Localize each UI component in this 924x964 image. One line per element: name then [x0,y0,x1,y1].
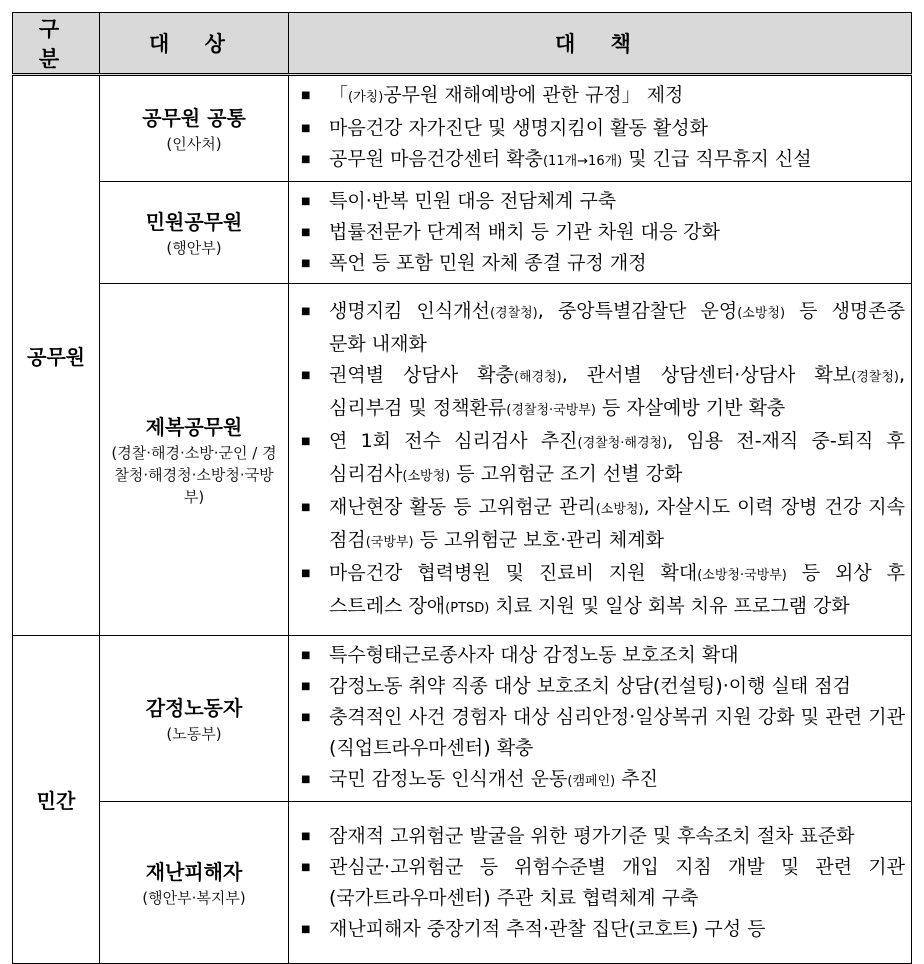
measure-item: ■ 폭언 등 포함 민원 자체 종결 규정 개정 [295,248,905,279]
measure-item: ■ 마음건강 자가진단 및 생명지킴이 활동 활성화 [295,113,905,144]
measure-item: ■ 국민 감정노동 인식개선 운동(캠페인) 추진 [295,764,905,797]
measure-item: ■ 재난현장 활동 등 고위험군 관리(소방청), 자살시도 이력 장병 건강 지속 점검(국방부) 등 고위험군 보호·관리 체계화 [295,492,905,558]
agency-note: (소방청) [402,468,451,484]
agency-note: (PTSD) [445,600,490,616]
measure-item: ■ 마음건강 협력병원 및 진료비 지원 확대(소방청·국방부) 등 외상 후 스트레스 장애(PTSD) 치료 지원 및 일상 회복 치유 프로그램 강화 [295,558,905,624]
target-org: (행안부) [166,238,222,257]
measures-table [12,12,912,964]
target-org: (경찰·해경·소방·군인 / 경찰청·해경청·소방청·국방부) [111,443,277,506]
target-name: 제복공무원 [145,414,243,439]
target-org: (행안부·복지부) [142,888,246,907]
table-row [13,802,912,964]
measure-item: ■ 재난피해자 중장기적 추적·관찰 집단(코호트) 구성 등 [295,914,905,945]
group-label-public-officials: 공무원 [13,75,100,636]
table-row [13,182,912,284]
agency-note: (11개→16개) [542,154,623,169]
target-name: 공무원 공통 [142,105,246,130]
measures-cell [289,284,912,636]
measures-cell [289,636,912,802]
agency-note: (소방청) [595,501,644,517]
agency-note: (캠페인) [567,774,616,789]
agency-note: (경찰청) [851,369,899,385]
measure-item: ■ 특수형태근로종사자 대상 감정노동 보호조치 확대 [295,640,905,671]
header-category: 구 분 [13,13,100,75]
header-measures: 대 책 [289,13,912,75]
agency-note: (해경청) [513,369,562,385]
measures-cell [289,802,912,964]
measures-cell [289,182,912,284]
agency-note: (경찰청·국방부) [506,402,596,418]
group-label-private: 민간 [13,636,100,964]
agency-note: (가칭) [348,90,384,105]
header-target: 대 상 [100,13,289,75]
measures-cell [289,75,912,182]
measure-item: ■ 「(가칭)공무원 재해예방에 관한 규정」 제정 [295,80,905,113]
target-org: (인사처) [166,134,222,153]
measure-item: ■ 잠재적 고위험군 발굴을 위한 평가기준 및 후속조치 절차 표준화 [295,821,905,852]
target-cell [100,182,289,284]
agency-note: (소방청·국방부) [697,567,787,583]
measure-item: ■ 공무원 마음건강센터 확충(11개→16개) 및 긴급 직무휴지 신설 [295,144,905,177]
table-row [13,636,912,802]
measure-item: ■ 관심군·고위험군 등 위험수준별 개입 지침 개발 및 관련 기관(국가트라우마센터) 주관 치료 협력체계 구축 [295,852,905,914]
agency-note: (소방청) [737,305,786,321]
target-name: 재난피해자 [145,859,243,884]
agency-note: (경찰청·해경청) [577,435,668,451]
agency-note: (경찰청) [489,305,538,321]
target-cell [100,802,289,964]
measure-item: ■ 법률전문가 단계적 배치 등 기관 차원 대응 강화 [295,217,905,248]
measure-item: ■ 충격적인 사건 경험자 대상 심리안정·일상복귀 지원 강화 및 관련 기관(직업트라우마센터) 확충 [295,702,905,764]
target-cell [100,75,289,182]
target-cell [100,284,289,636]
measure-item: ■ 감정노동 취약 직종 대상 보호조치 상담(컨설팅)·이행 실태 점검 [295,671,905,702]
target-org: (노동부) [166,724,222,743]
table-header-row [13,13,912,75]
measure-item: ■ 권역별 상담사 확충(해경청), 관서별 상담센터·상담사 확보(경찰청), 심리부검 및 정책환류(경찰청·국방부) 등 자살예방 기반 확충 [295,360,905,426]
measure-item: ■ 생명지킴 인식개선(경찰청), 중앙특별감찰단 운영(소방청) 등 생명존중 문화 내재화 [295,296,905,360]
measure-item: ■ 연 1회 전수 심리검사 추진(경찰청·해경청), 임용 전-재직 중-퇴직 후 심리검사(소방청) 등 고위험군 조기 선별 강화 [295,426,905,492]
table-row [13,284,912,636]
table-row [13,75,912,182]
target-cell [100,636,289,802]
measure-item: ■ 특이·반복 민원 대응 전담체계 구축 [295,186,905,217]
target-name: 민원공무원 [145,209,243,234]
agency-note: (국방부) [365,534,414,550]
target-name: 감정노동자 [145,695,243,720]
